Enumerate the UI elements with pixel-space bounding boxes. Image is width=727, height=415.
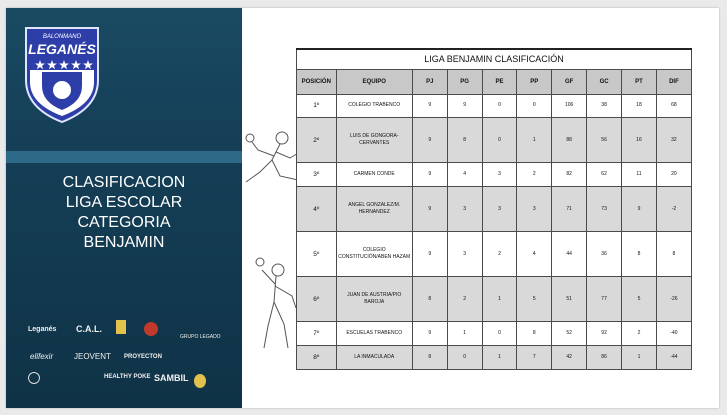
table-cell: 88: [552, 118, 587, 163]
table-cell: 7º: [297, 322, 337, 346]
shield-emblem-icon: [116, 320, 126, 334]
table-cell: 68: [656, 94, 691, 118]
standings-table: [296, 48, 692, 370]
table-cell: 3: [482, 163, 517, 187]
table-cell: 73: [587, 187, 622, 232]
table-cell: 3: [482, 187, 517, 232]
table-cell: 106: [552, 94, 587, 118]
table-cell: -2: [656, 187, 691, 232]
column-header: PP: [517, 69, 552, 94]
table-cell: 4: [447, 163, 482, 187]
table-cell: 9: [412, 163, 447, 187]
table-cell: 8: [622, 232, 657, 277]
table-cell: 3: [447, 187, 482, 232]
table-row: [297, 94, 692, 118]
table-cell: ESCUELAS TRABENCO: [336, 322, 412, 346]
table-cell: 5º: [297, 232, 337, 277]
table-cell: 82: [552, 163, 587, 187]
table-cell: -40: [656, 322, 691, 346]
club-crest-logo: [22, 24, 102, 124]
table-cell: 7: [517, 345, 552, 369]
table-cell: 77: [587, 277, 622, 322]
table-cell: 3: [517, 187, 552, 232]
title-line: CATEGORIA: [77, 214, 171, 231]
round-logo-icon: [144, 322, 158, 336]
table-cell: 1: [482, 345, 517, 369]
table-cell: 0: [482, 322, 517, 346]
table-header-row: [297, 69, 692, 94]
sponsor-logo: GRUPO LEGADO: [180, 334, 221, 340]
table-cell: 3: [447, 232, 482, 277]
table-cell: 20: [656, 163, 691, 187]
table-cell: 6º: [297, 277, 337, 322]
table-cell: 56: [587, 118, 622, 163]
title-line: CLASIFICACION: [62, 174, 186, 191]
table-cell: 9: [412, 322, 447, 346]
table-cell: 9: [412, 94, 447, 118]
column-header: EQUIPO: [336, 69, 412, 94]
table-cell: 2: [447, 277, 482, 322]
table-row: [297, 187, 692, 232]
table-cell: 18: [622, 94, 657, 118]
table-cell: JUAN DE AUSTRIA/PIO BAROJA: [336, 277, 412, 322]
table-cell: 2: [517, 163, 552, 187]
table-cell: 0: [482, 94, 517, 118]
table-cell: 71: [552, 187, 587, 232]
table-cell: 5: [622, 277, 657, 322]
table-cell: 38: [587, 94, 622, 118]
table-cell: 5: [517, 277, 552, 322]
sponsor-logo: HEALTHY POKE: [104, 374, 151, 380]
table-cell: 2: [482, 232, 517, 277]
gold-badge-icon: [194, 374, 206, 388]
table-cell: 0: [447, 345, 482, 369]
table-cell: COLEGIO CONSTITUCIÓN/ABEN HAZAM: [336, 232, 412, 277]
table-cell: 2º: [297, 118, 337, 163]
table-cell: 52: [552, 322, 587, 346]
column-header: PG: [447, 69, 482, 94]
left-panel: [6, 8, 242, 408]
table-cell: 0: [517, 94, 552, 118]
table-cell: 8: [656, 232, 691, 277]
table-cell: 32: [656, 118, 691, 163]
table-cell: ANGEL GONZALEZ/M. HERNANDEZ: [336, 187, 412, 232]
table-row: [297, 163, 692, 187]
table-cell: 8º: [297, 345, 337, 369]
column-header: DIF: [656, 69, 691, 94]
sponsor-logo: C.A.L.: [76, 324, 102, 334]
table-cell: 62: [587, 163, 622, 187]
table-cell: 42: [552, 345, 587, 369]
table-row: [297, 322, 692, 346]
accent-band: [6, 151, 242, 163]
table-cell: 3º: [297, 163, 337, 187]
table-cell: 11: [622, 163, 657, 187]
handball-player-illustration: [248, 256, 302, 352]
table-row: [297, 345, 692, 369]
table-cell: 9: [412, 118, 447, 163]
table-cell: 9: [412, 187, 447, 232]
title-line: BENJAMIN: [83, 234, 165, 251]
table-cell: CARMEN CONDE: [336, 163, 412, 187]
table-cell: 9: [622, 187, 657, 232]
table-cell: 36: [587, 232, 622, 277]
table-cell: 51: [552, 277, 587, 322]
title-line: LIGA ESCOLAR: [65, 194, 183, 211]
column-header: GC: [587, 69, 622, 94]
table-cell: LA INMACULADA: [336, 345, 412, 369]
table-row: [297, 232, 692, 277]
table-cell: 1: [517, 118, 552, 163]
table-cell: 1º: [297, 94, 337, 118]
table-cell: 8: [412, 277, 447, 322]
table-cell: 1: [622, 345, 657, 369]
table-cell: 8: [412, 345, 447, 369]
sponsor-logo: Leganés: [28, 326, 57, 333]
table-cell: 4: [517, 232, 552, 277]
table-cell: 1: [447, 322, 482, 346]
table-cell: -26: [656, 277, 691, 322]
sponsor-logo: SAMBIL: [154, 373, 189, 383]
table-cell: 92: [587, 322, 622, 346]
column-header: PE: [482, 69, 517, 94]
sponsor-logo: PROYECTON: [124, 354, 162, 360]
crest-name: LEGANÉS: [28, 41, 96, 57]
table-cell: 16: [622, 118, 657, 163]
column-header: PT: [622, 69, 657, 94]
table-cell: 44: [552, 232, 587, 277]
table-title: LIGA BENJAMIN CLASIFICACIÓN: [297, 49, 692, 69]
table-row: [297, 118, 692, 163]
table-cell: 0: [482, 118, 517, 163]
column-header: GF: [552, 69, 587, 94]
table-cell: 8: [447, 118, 482, 163]
column-header: POSICIÓN: [297, 69, 337, 94]
page-title: [6, 173, 242, 253]
table-cell: 1: [482, 277, 517, 322]
column-header: PJ: [412, 69, 447, 94]
table-cell: COLEGIO TRABENCO: [336, 94, 412, 118]
table-cell: -44: [656, 345, 691, 369]
table-cell: 8: [517, 322, 552, 346]
table-cell: 86: [587, 345, 622, 369]
table-cell: LUIS DE GONGORA-CERVANTES: [336, 118, 412, 163]
table-cell: 4º: [297, 187, 337, 232]
sponsor-logo: JEOVENT: [74, 352, 111, 361]
table-cell: 9: [447, 94, 482, 118]
crest-top-text: BALONMANO: [42, 34, 82, 40]
sponsor-logos: [20, 318, 230, 402]
table-cell: 2: [622, 322, 657, 346]
sponsor-logo: elifexir: [30, 352, 54, 361]
table-row: [297, 277, 692, 322]
table-cell: 9: [412, 232, 447, 277]
round-emblem-icon: [28, 372, 40, 384]
